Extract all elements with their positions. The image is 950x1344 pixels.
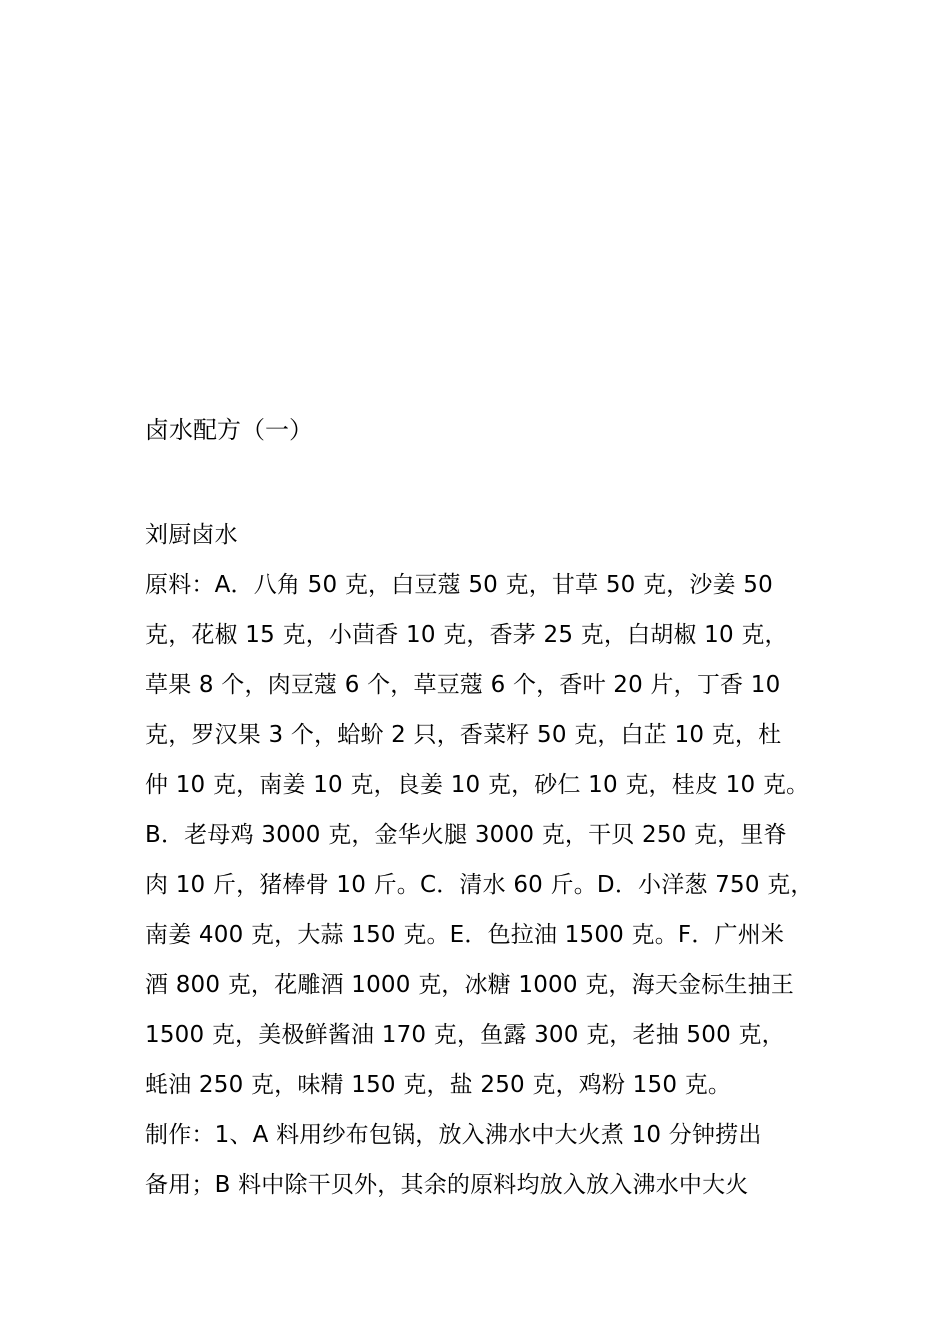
text-line: 克，花椒 15 克，小茴香 10 克，香茅 25 克，白胡椒 10 克， [145,622,788,648]
text-line: 酒 800 克，花雕酒 1000 克，冰糖 1000 克，海天金标生抽王 [145,972,795,998]
text-line: 蚝油 250 克，味精 150 克，盐 250 克，鸡粉 150 克。 [145,1072,732,1098]
text-line: 仲 10 克，南姜 10 克，良姜 10 克，砂仁 10 克，桂皮 10 克。 [145,772,810,798]
text-line: 草果 8 个，肉豆蔻 6 个，草豆蔻 6 个，香叶 20 片，丁香 10 [145,672,781,698]
text-line: 克，罗汉果 3 个，蛤蚧 2 只，香菜籽 50 克，白芷 10 克，杜 [145,722,782,748]
section-heading: 刘厨卤水 [145,522,238,548]
text-line: B．老母鸡 3000 克，金华火腿 3000 克，干贝 250 克，里脊 [145,822,787,848]
text-line: 备用；B 料中除干贝外，其余的原料均放入放入沸水中大火 [145,1172,749,1198]
document-title: 卤水配方（一） [145,416,313,444]
text-line: 制作：1、A 料用纱布包锅，放入沸水中大火煮 10 分钟捞出 [145,1122,762,1148]
recipe-section [145,510,814,1210]
text-line: 南姜 400 克，大蒜 150 克。E．色拉油 1500 克。F．广州米 [145,922,785,948]
text-line: 肉 10 斤，猪棒骨 10 斤。C．清水 60 斤。D．小洋葱 750 克， [145,872,814,898]
text-line: 原料：A．八角 50 克，白豆蔻 50 克，甘草 50 克，沙姜 50 [145,572,773,598]
text-line: 1500 克，美极鲜酱油 170 克，鱼露 300 克，老抽 500 克， [145,1022,785,1048]
